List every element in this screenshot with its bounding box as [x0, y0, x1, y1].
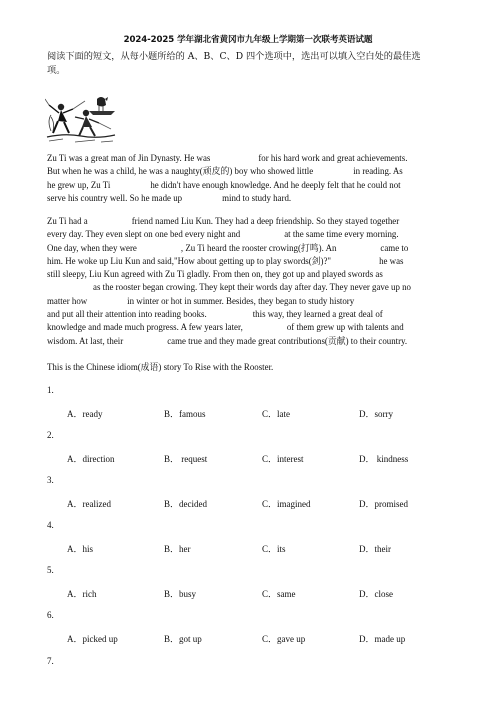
option-d[interactable]: D．their [359, 544, 391, 554]
option-b[interactable]: B． request [164, 454, 208, 464]
option-c[interactable]: C．imagined [262, 499, 311, 509]
instruction-line: 项。 [47, 65, 66, 76]
option-b[interactable]: B．got up [164, 634, 202, 644]
passage-line: knowledge and made much progress. A few years later, of them grew up with talents and [47, 321, 457, 334]
passage-line: wisdom. At last, their came true and they made great contributions(贡献) to their country. [47, 335, 457, 348]
blank-5 [88, 215, 132, 228]
option-b[interactable]: B．famous [164, 409, 206, 419]
passage-line: as the rooster began crowing. They kept their words day after day. They never gave up no [47, 281, 457, 294]
passage-paragraph-3 [47, 361, 457, 374]
option-c[interactable]: C．gave up [262, 634, 306, 644]
option-b[interactable]: B．her [164, 544, 191, 554]
blank-6 [240, 228, 284, 241]
blank-4 [182, 192, 222, 205]
passage-line: serve his country well. So he made up mind to study hard. [47, 192, 457, 205]
blank-10 [47, 281, 93, 294]
passage-line: and put all their attention into reading books. this way, they learned a great deal of [47, 308, 457, 321]
instruction-line: 阅读下面的短文，从每小题所给的 A、B、C、D 四个选项中，选出可以填入空白处的最佳选 [47, 51, 421, 62]
option-c[interactable]: C．its [262, 544, 286, 554]
blank-1 [210, 152, 258, 165]
blank-14 [123, 335, 167, 348]
blank-2 [313, 165, 353, 178]
blank-13 [243, 321, 287, 334]
option-c[interactable]: C．late [262, 409, 290, 419]
passage-paragraph-2 [47, 215, 457, 348]
question-options [67, 497, 457, 509]
blank-9 [331, 255, 379, 268]
passage-line: Zu Ti had a friend named Liu Kun. They had a deep friendship. So they stayed together [47, 215, 457, 228]
question-options [67, 587, 457, 599]
question-number: 4. [47, 520, 54, 530]
question-number: 2. [47, 430, 54, 440]
option-a[interactable]: A．his [67, 544, 94, 554]
blank-3 [110, 179, 150, 192]
question-options [67, 542, 457, 554]
blank-12 [207, 308, 253, 321]
option-a[interactable]: A．realized [67, 499, 111, 509]
question-number: 5. [47, 565, 54, 575]
option-a[interactable]: A．picked up [67, 634, 118, 644]
passage-line: still sleepy, Liu Kun agreed with Zu Ti gladly. From then on, they got up and played swords as [47, 269, 383, 280]
option-d[interactable]: D． kindness [359, 454, 409, 464]
option-d[interactable]: D．made up [359, 634, 406, 644]
sword-practice-illustration [45, 91, 116, 145]
passage-paragraph-1 [47, 152, 457, 205]
option-c[interactable]: C．interest [262, 454, 304, 464]
passage-line: him. He woke up Liu Kun and said,"How about getting up to play swords(剑)?" he was [47, 255, 457, 268]
option-c[interactable]: C．same [262, 589, 296, 599]
blank-11 [87, 295, 127, 308]
option-a[interactable]: A．direction [67, 454, 115, 464]
question-number: 1. [47, 385, 54, 395]
question-number: 6. [47, 610, 54, 620]
passage-line: Zu Ti was a great man of Jin Dynasty. He was for his hard work and great achievements. [47, 152, 457, 165]
option-d[interactable]: D．close [359, 589, 393, 599]
question-options [67, 407, 457, 419]
passage-line: This is the Chinese idiom(成语) story To Rise with the Rooster. [47, 362, 274, 372]
question-number: 7. [47, 656, 54, 666]
exam-title: 2024-2025 学年湖北省黄冈市九年级上学期第一次联考英语试题 [123, 35, 373, 45]
blank-7 [137, 242, 181, 255]
question-number: 3. [47, 475, 54, 485]
passage-line: every day. They even slept on one bed every night and at the same time every morning. [47, 228, 457, 241]
passage-line: matter how in winter or hot in summer. Besides, they began to study history [47, 295, 457, 308]
option-a[interactable]: A．rich [67, 589, 97, 599]
passage-line: One day, when they were , Zu Ti heard the rooster crowing(打鸣). An came to [47, 242, 457, 255]
instructions [47, 50, 457, 78]
passage-line: he grew up, Zu Ti he didn't have enough knowledge. And he deeply felt that he could not [47, 179, 457, 192]
option-d[interactable]: D．sorry [359, 409, 393, 419]
option-b[interactable]: B．decided [164, 499, 207, 509]
option-a[interactable]: A．ready [67, 409, 103, 419]
passage-line: But when he was a child, he was a naughty(顽皮的) boy who showed little in reading. As [47, 165, 457, 178]
question-options [67, 632, 457, 644]
option-b[interactable]: B．busy [164, 589, 197, 599]
blank-8 [336, 242, 380, 255]
option-d[interactable]: D．promised [359, 499, 408, 509]
question-options [67, 452, 457, 464]
